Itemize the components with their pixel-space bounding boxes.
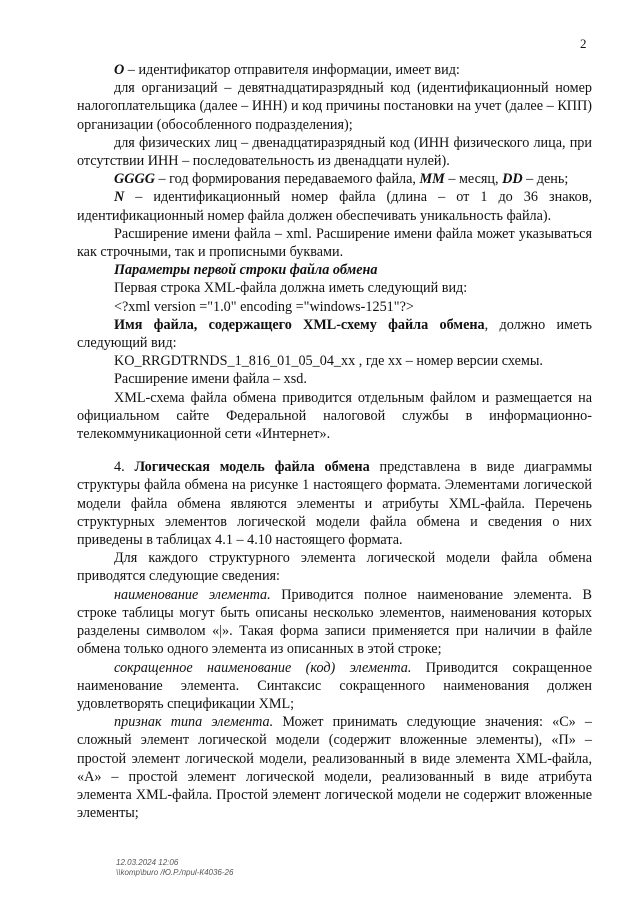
paragraph-text: Приводится полное наименование элемента. В строке таблицы могут быть описаны несколько элементов, наименования которых разделены символом «|». Такая форма записи применяется при наличии в файле обмена только одного элемента из описанных в этой строке; <box>77 586 592 658</box>
paragraph-text: – идентификационный номер файла (длина – от 1 до 36 знаков, идентификационный номер файла должен обеспечивать уникальность файла). <box>77 189 592 224</box>
paragraph-text: Приводится сокращенное наименование элемента. Синтаксис сокращенного наименования должен удовлетворять спецификации XML; <box>77 659 592 712</box>
paragraph-element-name <box>77 586 592 659</box>
logical-model-heading: Логическая модель файла обмена <box>134 459 370 476</box>
paragraph-schema-name <box>77 316 592 352</box>
paragraph-text: – месяц, <box>444 171 503 188</box>
element-code-term: сокращенное наименование (код) элемента. <box>114 659 412 676</box>
element-type-term: признак типа элемента. <box>114 714 274 731</box>
paragraph-text: – день; <box>522 171 569 188</box>
paragraph-text: , должно иметь следующий вид: <box>77 316 592 352</box>
footer-stamp <box>116 858 233 878</box>
paragraph-xsd-extension: Расширение имени файла – xsd. <box>114 371 307 388</box>
element-name-term: наименование элемента. <box>114 586 271 603</box>
paragraph-extension: Расширение имени файла – xml. Расширение имени файла может указываться как строчными, так и прописными буквами. <box>77 225 592 261</box>
paragraph-text: представлена в виде диаграммы структуры файла обмена на рисунке 1 настоящего формата. Элементами логической модели файла обмена являются элементы и атрибуты XML-файла. Перечень структурных элементов логической модели файла обмена и сведения о них приведены в таблицах 4.1 – 4.10 настоящего формата. <box>77 459 593 549</box>
document-body <box>77 61 592 822</box>
paragraph-sender-id <box>77 61 592 79</box>
xml-declaration: <?xml version ="1.0" encoding ="windows-1251"?> <box>114 298 414 315</box>
paragraph-text: – идентификатор отправителя информации, имеет вид: <box>124 62 460 78</box>
paragraph-text: Может принимать следующие значения: «С» – сложный элемент логической модели (содержит вложенные элементы), «П» – простой элемент логической модели, реализованный в виде элемента XML-файла, «А» – простой элемент логической модели, реализованный в виде атрибута элемента XML-файла. Простой элемент логической модели не содержит вложенные элементы; <box>77 714 592 822</box>
term-dd: DD <box>502 171 523 188</box>
paragraph-file-number <box>77 188 592 224</box>
term-o: O <box>114 62 125 78</box>
section-number: 4. <box>114 459 135 476</box>
page-number: 2 <box>580 36 587 51</box>
paragraph-element-type <box>77 713 592 822</box>
paragraph-logical-model <box>77 458 592 549</box>
paragraph-text: – год формирования передаваемого файла, <box>154 171 420 188</box>
footer-file-path: \\komp\buro /Ю.Р./приl-К4036-26 <box>116 868 234 877</box>
footer-timestamp: 12.03.2024 12:06 <box>116 858 179 867</box>
paragraph-date-parts <box>77 170 592 188</box>
section-heading-first-line: Параметры первой строки файла обмена <box>114 262 378 279</box>
paragraph-organizations: для организаций – девятнадцатиразрядный код (идентификационный номер налогоплательщика (далее – ИНН) и код причины постановки на учет (далее – КПП) организации (обособленного подразделения); <box>77 80 592 133</box>
paragraph-individuals: для физических лиц – двенадцатиразрядный код (ИНН физического лица, при отсутствии ИНН – последовательность из двенадцати нулей). <box>77 134 592 170</box>
paragraph-element-info-intro: Для каждого структурного элемента логической модели файла обмена приводятся следующие сведения: <box>77 550 592 585</box>
paragraph-schema-publication: XML-схема файла обмена приводится отдельным файлом и размещается на официальном сайте Федеральной налоговой службы в информационно-телекоммуникационной сети «Интернет». <box>77 389 592 443</box>
paragraph-first-line-intro: Первая строка XML-файла должна иметь следующий вид: <box>114 280 468 297</box>
schema-name-heading: Имя файла, содержащего XML-схему файла обмена <box>114 316 485 333</box>
paragraph-element-code <box>77 659 592 714</box>
schema-file-name: KO_RRGDTRNDS_1_816_01_05_04_xx , где xx – номер версии схемы. <box>114 353 543 370</box>
term-gggg: GGGG <box>114 171 155 188</box>
term-mm: MM <box>419 171 445 188</box>
term-n: N <box>114 189 125 206</box>
